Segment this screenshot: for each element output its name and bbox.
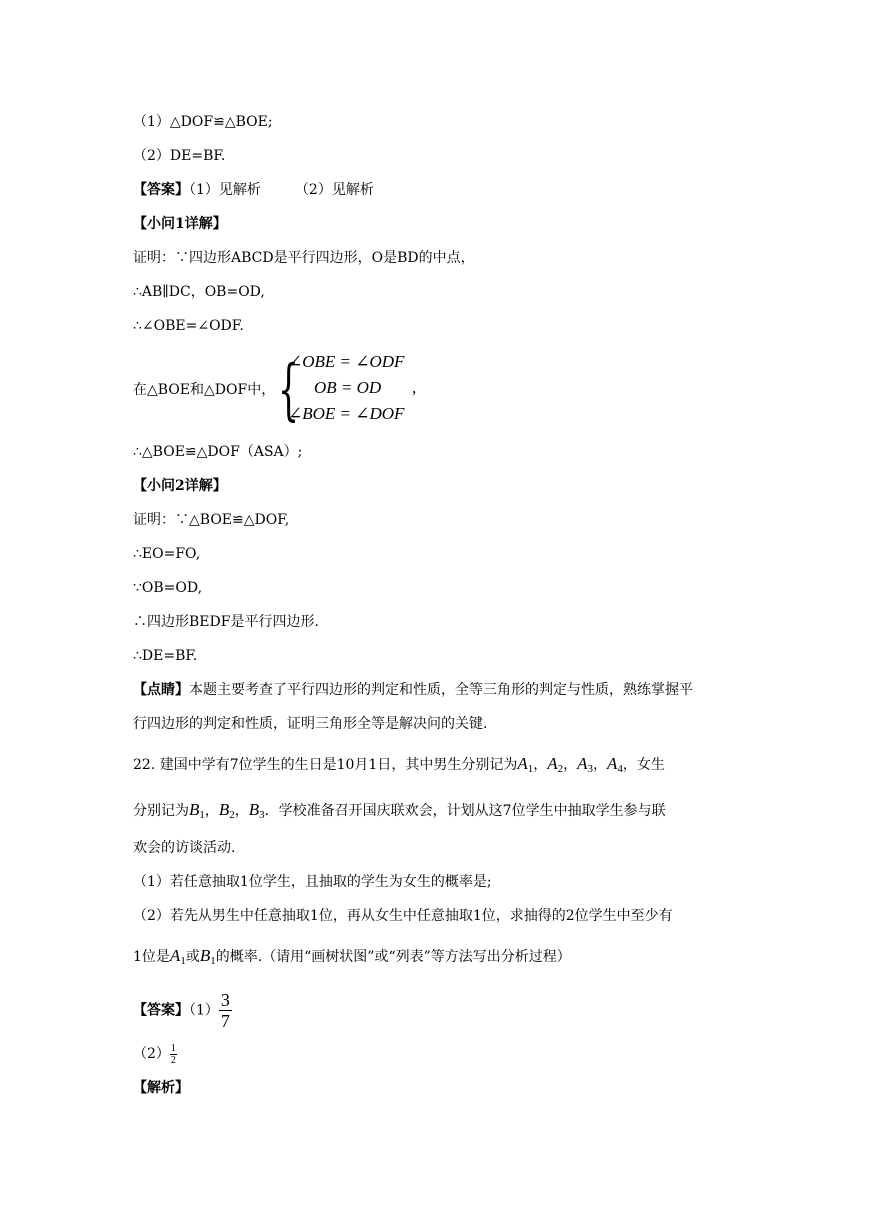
proof1-line: 证明：∵四边形ABCD是平行四边形，O是BD的中点， — [133, 250, 475, 266]
system-eq-1: ∠OBE = ∠ODF — [288, 352, 405, 371]
fraction-1-2 — [170, 1043, 177, 1066]
a1-label: $A_1$ — [169, 946, 186, 967]
q22-text: 1位是 — [133, 949, 170, 965]
fraction-3-7 — [219, 990, 232, 1031]
q22-stem-text: ．学校准备召开国庆联欢会，计划从这7位学生中抽取学生参与联 — [264, 803, 666, 819]
proof2-line: ∴DE=BF. — [133, 648, 198, 664]
comment-line-1 — [133, 680, 693, 700]
q22-part-2a: （2）若先从男生中任意抽取1位，再从女生中任意抽取1位，求抽得的2位学生中至少有 — [133, 908, 673, 924]
q22-stem-text: 分别记为 — [133, 803, 189, 819]
q22-stem-line-3: 欢会的访谈活动. — [133, 840, 236, 856]
girl-label: $B_3$ — [248, 800, 265, 821]
sub2-heading: 【小问2详解】 — [133, 478, 227, 494]
answer-2: （2）见解析 — [294, 182, 374, 198]
numerator: 1 — [170, 1042, 176, 1054]
answer-2-label: （2） — [133, 1046, 170, 1062]
q22-text: 的概率.（请用“画树状图”或“列表”等方法写出分析过程） — [215, 949, 571, 965]
proof1-line: ∴AB∥DC，OB=OD, — [133, 284, 265, 300]
denominator: 2 — [170, 1054, 176, 1066]
proof2-line: ∴四边形BEDF是平行四边形. — [133, 614, 319, 630]
q22-stem-text: ，女生 — [622, 757, 665, 773]
conclusion-1: ∴△BOE≌△DOF（ASA）; — [133, 444, 303, 460]
boy-label: $A_3$ — [577, 754, 594, 775]
numerator: 3 — [220, 990, 230, 1010]
answer-1-label: （1） — [189, 1002, 219, 1019]
equation-system — [278, 352, 458, 428]
denominator: 7 — [220, 1011, 230, 1031]
boy-label: $A_2$ — [547, 754, 564, 775]
girl-label: $B_2$ — [218, 800, 235, 821]
boy-label: $A_1$ — [517, 754, 534, 775]
comment-tag: 【点睛】 — [133, 682, 189, 698]
q22-stem-line-1: 22. 建国中学有7位学生的生日是10月1日，其中男生分别记为$A_1$，$A_2$，$A_3$，$A_4$，女生 — [133, 754, 665, 775]
proof1-line: ∴∠OBE=∠ODF. — [133, 318, 244, 334]
system-eq-2: OB = OD — [314, 378, 382, 397]
part-1: （1）△DOF≌△BOE; — [133, 114, 273, 130]
part-2: （2）DE=BF. — [133, 148, 226, 164]
girl-label: $B_1$ — [189, 800, 205, 821]
answer-1: （1）见解析 — [189, 182, 261, 198]
q22-answer-2-line — [133, 1040, 177, 1068]
system-end: , — [412, 378, 417, 397]
system-eq-3: ∠BOE = ∠DOF — [288, 404, 405, 423]
q22-stem-line-2: 分别记为$B_1$，$B_2$，$B_3$．学校准备召开国庆联欢会，计划从这7位学生中抽取学生参与联 — [133, 800, 666, 821]
comment-text: 本题主要考查了平行四边形的判定和性质，全等三角形的判定与性质，熟练掌握平 — [189, 682, 693, 698]
proof2-line: ∵OB=OD, — [133, 580, 203, 596]
q22-part-1: （1）若任意抽取1位学生，且抽取的学生为女生的概率是; — [133, 874, 492, 890]
q22-text: 或 — [185, 949, 200, 965]
answer-line — [133, 180, 374, 200]
answer-tag: 【答案】 — [133, 1002, 189, 1019]
q22-answer-line — [133, 990, 232, 1031]
sub1-heading: 【小问1详解】 — [133, 216, 227, 232]
proof2-line: 证明：∵△BOE≌△DOF, — [133, 512, 290, 528]
brace: { — [278, 351, 299, 428]
q22-part-2b — [133, 946, 571, 967]
boy-label: $A_4$ — [607, 754, 623, 775]
analysis-tag: 【解析】 — [133, 1080, 189, 1096]
in-triangles-text: 在△BOE和△DOF中， — [133, 382, 276, 398]
proof2-line: ∴EO=FO, — [133, 546, 201, 562]
comment-line-2: 行四边形的判定和性质，证明三角形全等是解决问的关键. — [133, 716, 488, 732]
q22-stem-text: 22. 建国中学有7位学生的生日是10月1日，其中男生分别记为 — [133, 757, 518, 773]
b1-label: $B_1$ — [199, 946, 216, 967]
answer-tag: 【答案】 — [133, 182, 189, 198]
